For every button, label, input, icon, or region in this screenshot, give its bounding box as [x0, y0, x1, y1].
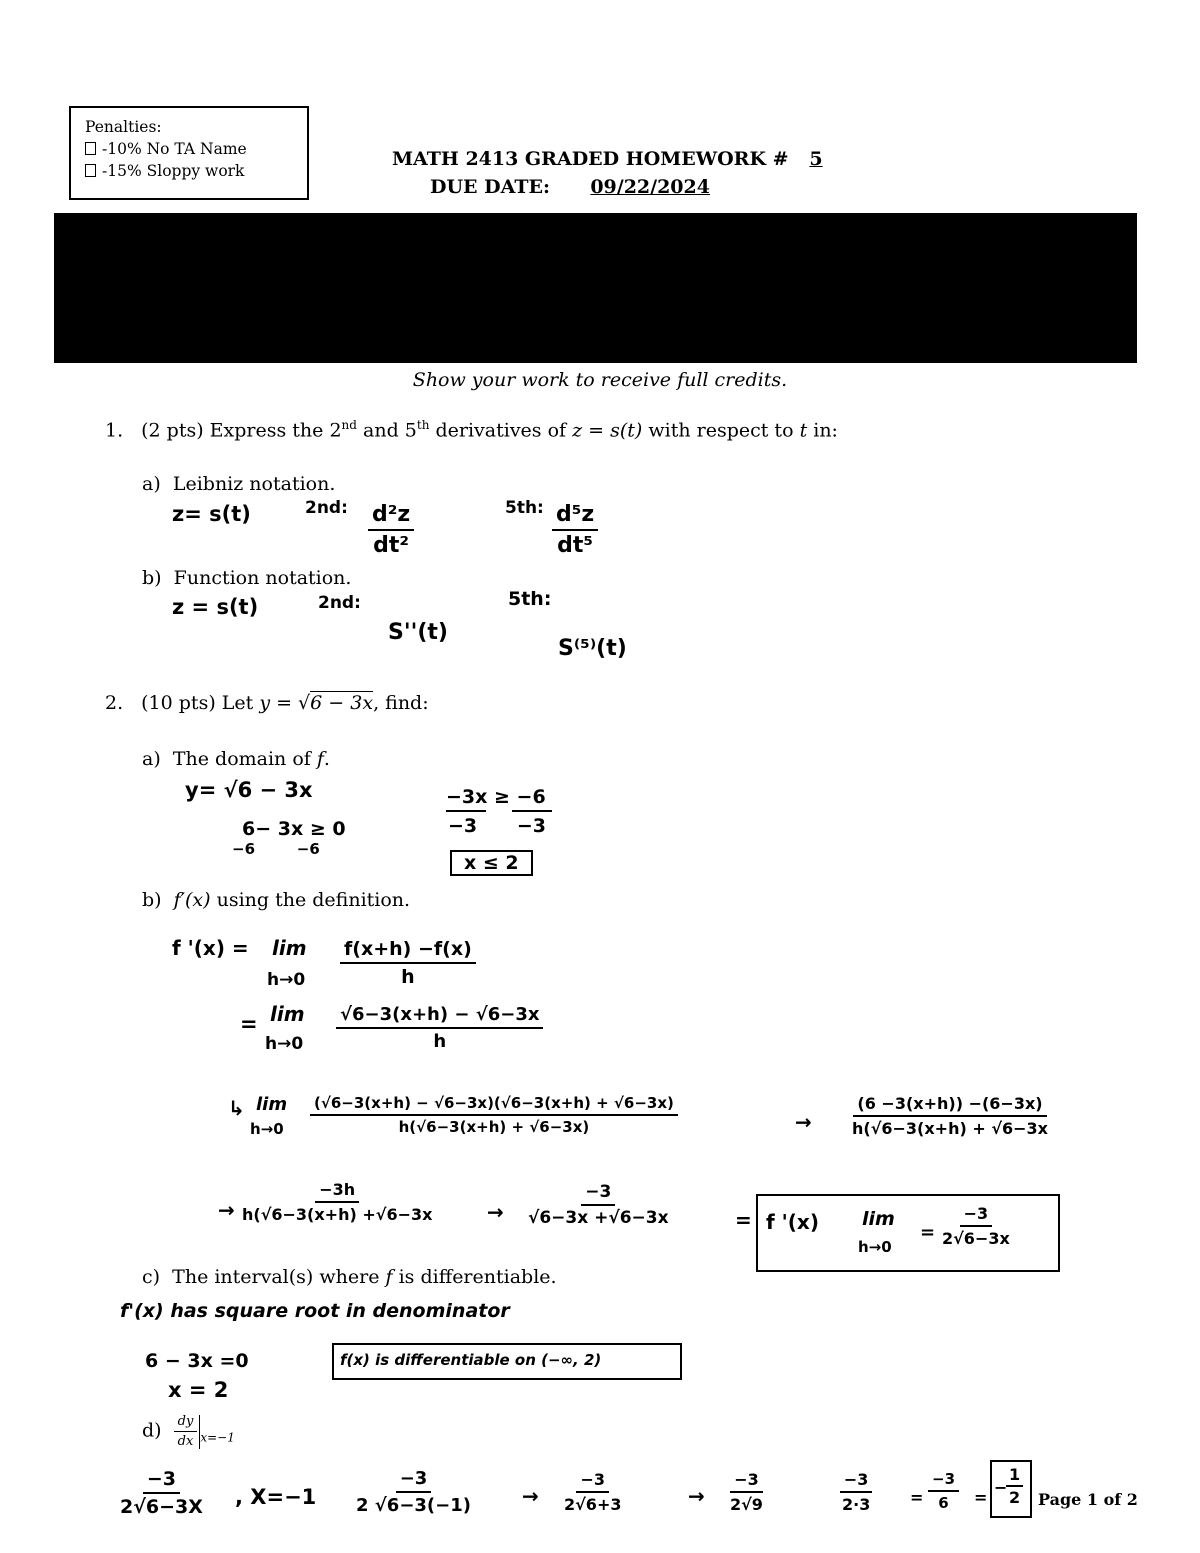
hw-q2c-line2: 6 − 3x =0 [145, 1350, 249, 1372]
hw-q2a-line1: y= √6 − 3x [185, 778, 313, 802]
penalties-title: Penalties: [85, 118, 162, 136]
hw-q2b-frac4: $\frac{(6 -3(x+h)) -(6-3x)}{h(√6-3(x+h) + √6-3x}$ [852, 1094, 1048, 1138]
hw-q2b-arrow3: → [218, 1198, 235, 1222]
hw-fraction-bar [446, 810, 486, 812]
hw-q2c-line1: f'(x) has square root in denominator [120, 1300, 510, 1322]
redacted-block [54, 213, 1137, 363]
question-1a-label: a) Leibniz notation. [142, 473, 336, 495]
hw-q1a-5th-answer: $\frac{\text{d⁵z}}{\text{dt⁵}}$ [552, 502, 598, 558]
hw-q2b-final-frac: $\frac{-3}{2√6-3x}$ [942, 1204, 1010, 1248]
hw-q2b-lim3: lim [256, 1094, 288, 1115]
hw-q2b-frac5: $\frac{-3h}{h(√6-3(x+h) +√6-3x}$ [242, 1180, 433, 1224]
hw-q2b-frac3: $\frac{(√6-3(x+h) - √6-3x)(√6-3(x+h) + √6-3x)}{h(√6-3(x+h) + √6-3x)}$ [310, 1094, 678, 1136]
hw-q2a-line3: −6 −6 [232, 840, 320, 858]
hw-q1b-5th-label: 5th: [508, 588, 552, 610]
hw-q2d-step5: $\frac{-3}{6}$ [928, 1470, 959, 1512]
question-2c-label: c) The interval(s) where f is differentiable. [142, 1266, 557, 1288]
hw-q2b-h2: h→0 [265, 1034, 304, 1054]
penalty-item: -10% No TA Name [85, 138, 307, 160]
hw-q2b-frac2: $\frac{√6-3(x+h) - √6-3x}{h}$ [336, 1004, 543, 1052]
penalty-item: -15% Sloppy work [85, 160, 307, 182]
hw-q2b-arrow4: → [487, 1200, 504, 1224]
hw-q2c-line3: x = 2 [168, 1378, 229, 1402]
hw-q1a-5th-label: 5th: [505, 498, 544, 518]
hw-q1b-2nd-label: 2nd: [318, 593, 361, 613]
hw-q2b-lim2: lim [270, 1002, 305, 1026]
hw-q2b-frac6: $\frac{-3}{√6-3x +√6-3x}$ [528, 1182, 669, 1228]
hw-q2b-fprime: f '(x) = [172, 936, 249, 960]
homework-title: MATH 2413 GRADED HOMEWORK # 5 [392, 148, 844, 170]
hw-q2d-arrow2: → [688, 1484, 705, 1508]
hw-q2b-h1: h→0 [267, 970, 306, 990]
hw-q2b-final-h: h→0 [858, 1238, 892, 1256]
checkbox-icon [85, 142, 96, 155]
hw-q2b-frac1: $\frac{f(x+h) -f(x)}{h}$ [340, 938, 476, 988]
hw-q2b-arrow2: → [795, 1110, 812, 1134]
hw-q1a-2nd-label: 2nd: [305, 498, 348, 518]
hw-q2b-arrow: ↳ [228, 1096, 245, 1120]
hw-q2d-eq1: = [910, 1488, 924, 1507]
hw-q1b-2nd-answer: S''(t) [388, 620, 448, 645]
checkbox-icon [85, 164, 96, 177]
hw-q2d-expr: $\frac{-3}{2√6-3X}$ [120, 1468, 203, 1518]
hw-q1b-given: z = s(t) [172, 595, 259, 619]
page-number: Page 1 of 2 [1038, 1490, 1138, 1509]
hw-q2c-answer-box: f(x) is differentiable on (−∞, 2) [332, 1343, 682, 1380]
hw-q2d-step4: $\frac{-3}{2\cdot 3}$ [838, 1470, 874, 1514]
hw-q2b-h3: h→0 [250, 1120, 284, 1138]
question-2a-label: a) The domain of f. [142, 748, 330, 770]
due-date: 09/22/2024 [590, 176, 710, 198]
question-1b-label: b) Function notation. [142, 567, 352, 589]
hw-q2b-final-f: f '(x) [766, 1210, 819, 1234]
hw-q2d-arrow1: → [522, 1484, 539, 1508]
hw-q2d-answer-box: − $\frac{1}{2}$ [990, 1460, 1032, 1518]
hw-q2b-answer-box [756, 1194, 1060, 1272]
hw-q2a-line2: 6− 3x ≥ 0 [242, 818, 346, 840]
due-date-line: DUE DATE: 09/22/2024 [430, 176, 710, 198]
hw-q2b-lim1: lim [272, 936, 307, 960]
hw-q2a-right1: −3x ≥ −6 [446, 786, 546, 808]
hw-q2b-final-lim: lim [862, 1208, 895, 1230]
hw-q2d-x: , X=−1 [235, 1485, 317, 1509]
hw-q2d-step1: $\frac{-3}{2 √6-3(-1)}$ [356, 1468, 471, 1516]
question-2-prompt: 2. (10 pts) Let y = √6 − 3x, find: [105, 692, 429, 714]
hw-q2d-step2: $\frac{-3}{2√6+3}$ [564, 1470, 622, 1514]
hw-q2b-final-eq: = [920, 1222, 936, 1243]
hw-fraction-bar [512, 810, 552, 812]
instruction-text: Show your work to receive full credits. [412, 369, 788, 391]
hw-q2a-answer-box: x ≤ 2 [450, 850, 533, 876]
hw-q2d-step3: $\frac{-3}{2√9}$ [730, 1470, 763, 1514]
homework-number: 5 [809, 148, 823, 170]
penalties-box [69, 106, 309, 200]
hw-q2b-eq: = [240, 1012, 258, 1036]
hw-q2a-right2: −3 −3 [448, 815, 546, 837]
hw-q1a-given: z= s(t) [172, 502, 251, 526]
hw-q2d-eq2: = [974, 1488, 988, 1507]
question-2b-label: b) f′(x) using the definition. [142, 889, 411, 911]
question-1-prompt: 1. (2 pts) Express the 2nd and 5th derivatives of z = s(t) with respect to t in: [105, 418, 838, 442]
hw-q1b-5th-answer: S⁽⁵⁾(t) [558, 636, 627, 661]
hw-q2b-eq2: = [735, 1208, 752, 1232]
hw-q1a-2nd-answer: $\frac{\text{d²z}}{\text{dt²}}$ [368, 502, 414, 558]
question-2d-label: d) $\frac{dy}{dx}$ $_{x=-1}$ [142, 1414, 235, 1449]
